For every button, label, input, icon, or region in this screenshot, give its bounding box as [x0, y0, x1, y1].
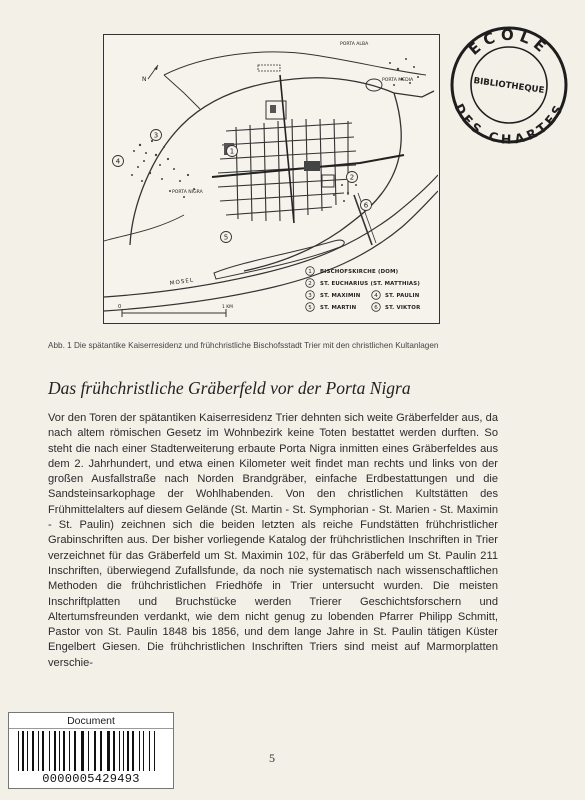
- barcode-bar: [100, 731, 102, 771]
- barcode-bar: [63, 731, 65, 771]
- legend-label: BISCHOFSKIRCHE (DOM): [320, 269, 399, 275]
- legend-num: 2: [308, 281, 312, 287]
- gate-media-label: PORTA MEDIA: [382, 78, 414, 83]
- stamp-bottom-text: DES CHARTES: [451, 101, 567, 146]
- legend-num: 3: [308, 293, 312, 299]
- field-block: [258, 65, 280, 71]
- map-figure: [103, 34, 440, 324]
- barcode-bar: [149, 731, 150, 771]
- barcode-bar: [139, 731, 140, 771]
- scale-bar: [118, 304, 233, 317]
- dom-block: [270, 105, 276, 113]
- barcode-title: Document: [9, 713, 173, 729]
- barcode-bar: [18, 731, 19, 771]
- barcode-bar: [32, 731, 34, 771]
- barcode-bar: [69, 731, 70, 771]
- barcode-bar: [143, 731, 144, 771]
- barcode-bar: [22, 731, 24, 771]
- library-stamp: [448, 24, 570, 146]
- barcode-bar: [81, 731, 84, 771]
- forum-block: [304, 161, 320, 171]
- page-number: 5: [269, 751, 275, 765]
- barcode-bar: [49, 731, 50, 771]
- marker-label: 6: [363, 201, 369, 210]
- legend-label: ST. VIKTOR: [385, 305, 421, 311]
- stamp-middle-text: BIBLIOTHEQUE: [472, 76, 545, 96]
- barcode-bar: [74, 731, 76, 771]
- legend-label: ST. EUCHARIUS (ST. MATTHIAS): [320, 281, 421, 287]
- barcode-bars: [16, 731, 166, 771]
- barcode-bar: [59, 731, 60, 771]
- marker-label: 3: [153, 131, 159, 140]
- legend-num: 5: [308, 305, 312, 311]
- barcode-bar: [123, 731, 124, 771]
- svg-text:ECOLE: [465, 26, 553, 59]
- trier-map: [104, 35, 438, 322]
- north-road-branch: [164, 75, 200, 109]
- body-paragraph: Vor den Toren der spätantiken Kaiserresidenz Trier dehnten sich weite Gräberfelder aus, da nach altem römischen Gesetz im Wohnbezirk keine Toten bestattet werden durften. So steht die nach einer Stadterweiterung erbaute Porta Nigra inmitten eines Gräberfeldes aus dem 2. Jahrhundert, und etwa einen Kilometer weit findet man rechts und links von der großen Ausfallstraße nach Norden Brandgräber, einfache Erdbestattungen und die Sandsteinsarkophage der Wohlhabenden. Von den christlichen Kultstätten des Frühmittelalters auf diesem Gelände (St. Martin - St. Symphorian - St. Marien - St. Maximin - St. Paulin) zeichnen sich die beiden letzten als reiche Fundstätten frühchristlicher Grabinschriften aus. Der bisher vorliegende Katalog der frühchristlichen Inschriften in Trier verzeichnet für das Gräberfeld um St. Maximin 102, für das Gräberfeld um St. Paulin 211 Inschriften, überwiegend Zufallsfunde, da noch nie systematisch nach wissenschaftlichen Methoden die frühchristlichen Friedhöfe in Trier untersucht wurden. Die meisten Inschriftplatten und Bruchstücke werden Trierer Geschichtsforschern und Altertumsfreunden verdankt, wie dem nicht genug zu lobenden Pfarrer Philipp Schmitt, Pastor von St. Paulin 1848 bis 1856, und dem lange Jahre in St. Paulin tätigen Küster Engelbert Giesen. Die frühchristlichen Inschriften Triers sind meist auf Marmorplatten verschie-: [48, 412, 498, 669]
- cardo: [280, 75, 294, 223]
- legend-num: 4: [374, 293, 378, 299]
- barcode-bar: [27, 731, 28, 771]
- barcode-bar: [88, 731, 89, 771]
- barcode-bar: [127, 731, 129, 771]
- figure-caption: Abb. 1 Die spätantike Kaiserresidenz und frühchristliche Bischofsstadt Trier mit den christlichen Kultanlagen: [48, 341, 439, 350]
- barcode-label: [8, 712, 174, 789]
- barcode-bar: [38, 731, 39, 771]
- barcode-bar: [107, 731, 110, 771]
- scale-end: 1 KM: [222, 305, 233, 310]
- barcode-bar: [119, 731, 120, 771]
- barcode-bar: [94, 731, 96, 771]
- marker-label: 4: [115, 157, 121, 166]
- marker-label: 2: [349, 173, 355, 182]
- legend-num: 6: [374, 305, 378, 311]
- north-label: N: [142, 76, 147, 83]
- legend-label: ST. PAULIN: [385, 293, 420, 299]
- map-legend: [306, 267, 421, 312]
- marker-label: 5: [223, 233, 229, 242]
- gate-alba-label: PORTA ALBA: [340, 42, 369, 47]
- gate-nigra-label: PORTA NIGRA: [172, 190, 203, 195]
- legend-label: ST. MAXIMIN: [320, 293, 361, 299]
- barcode-bar: [42, 731, 44, 771]
- legend-num: 1: [308, 269, 312, 275]
- barcode-bar: [54, 731, 56, 771]
- scale-start: 0: [118, 304, 122, 310]
- marker-label: 1: [229, 147, 235, 156]
- legend-label: ST. MARTIN: [320, 305, 357, 311]
- river-bank-north: [104, 175, 438, 297]
- city-wall: [130, 78, 434, 271]
- barcode-bar: [132, 731, 134, 771]
- west-road: [104, 215, 184, 241]
- barcode-number: 0000005429493: [42, 772, 140, 786]
- section-heading: Das frühchristliche Gräberfeld vor der Porta Nigra: [48, 378, 411, 398]
- north-road: [164, 52, 426, 75]
- north-arrow-icon: [142, 65, 158, 83]
- barcode-bar: [113, 731, 115, 771]
- stamp-top-text: ECOLE: [464, 25, 554, 59]
- river-label: MOSEL: [169, 277, 195, 287]
- barcode-bar: [154, 731, 155, 771]
